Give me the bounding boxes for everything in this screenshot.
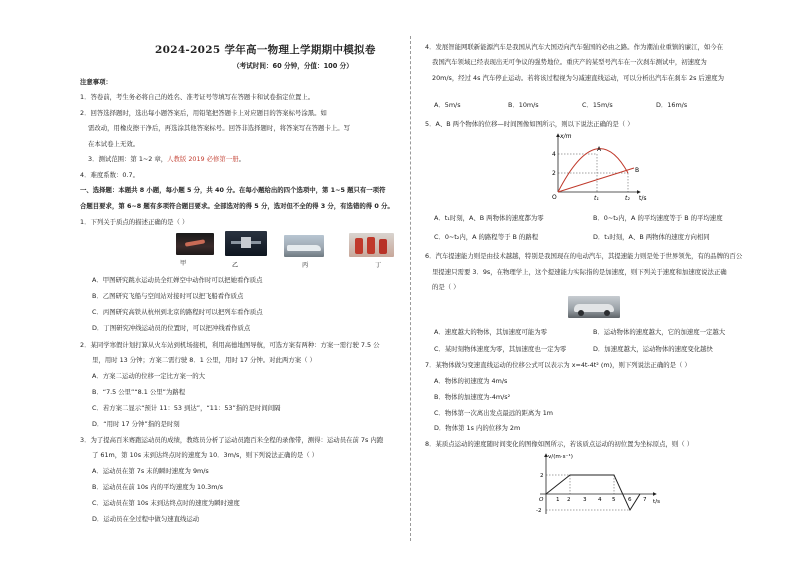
q5-curve-a bbox=[558, 149, 628, 192]
q8-tick-1: 1 bbox=[556, 497, 560, 503]
notice-line-4: 4．难度系数：0.7。 bbox=[80, 171, 139, 179]
q1-caption-1: 甲 bbox=[180, 260, 187, 267]
q8-tick-3: 3 bbox=[583, 497, 587, 503]
q8-velocity-time-graph bbox=[528, 448, 663, 518]
q3-option-d: D．运动员在全过程中做匀速直线运动 bbox=[92, 515, 200, 523]
notice-line-2b: 需改动，用橡皮擦干净后，再选涂其他答案标号。回答非选择题时，将答案写在答题卡上。写 bbox=[88, 124, 351, 132]
q8-tick-2: 2 bbox=[540, 473, 544, 479]
q5-position-time-graph bbox=[550, 130, 650, 202]
q1-option-b: B．乙图研究飞船与空间站对接时可以把飞船看作质点 bbox=[92, 292, 244, 300]
q4-option-b: B．10m/s bbox=[508, 101, 539, 109]
q8-x-label: t/s bbox=[653, 499, 660, 505]
diver-photo bbox=[176, 233, 214, 255]
q4-option-c: C．15m/s bbox=[582, 101, 613, 109]
q5-origin: O bbox=[552, 194, 557, 201]
q2-option-d: D．“用时 17 分钟”指的是时刻 bbox=[92, 420, 180, 428]
q8-tick-7: 7 bbox=[643, 497, 647, 503]
q5-option-c: C．0~t₂内，A 的路程等于 B 的路程 bbox=[434, 233, 539, 241]
q8-tick-4: 4 bbox=[598, 497, 602, 503]
q5-option-a: A．t₁时刻，A、B 两物体的速度都为零 bbox=[434, 214, 544, 222]
q3-line-2: 了 61m，第 10s 末到达终点时的速度为 10．3m/s，则下列说法正确的是（ ） bbox=[92, 451, 319, 459]
q3-option-a: A．运动员在第 7s 末的瞬时速度为 9m/s bbox=[92, 467, 209, 475]
q3-line-1: 3．为了提高百米赛跑运动员的成绩，教练员分析了运动员跑百米全程的录像带，测得：运动员在前 7s 内跑 bbox=[80, 436, 384, 444]
section1-line-2: 合题目要求，第 6~8 题有多项符合题目要求。全部选对的得 5 分，选对但不全的得 3 分，有选错的得 0 分。 bbox=[80, 202, 394, 210]
q5-option-d: D．t₁时刻，A、B 两物体的速度方向相同 bbox=[593, 233, 710, 241]
q2-option-b: B．“7.5 公里”“8.1 公里”为路程 bbox=[92, 388, 186, 396]
train-photo bbox=[284, 235, 324, 257]
sprinters-photo bbox=[349, 233, 394, 257]
q6-option-c: C．某时刻物体速度为零，其加速度也一定为零 bbox=[434, 345, 567, 353]
q2-line-2: 里，用时 13 分钟；方案二需行驶 8．1 公里，用时 17 分钟。对此两方案（ ） bbox=[92, 356, 316, 364]
q6-line-1: 6．汽车提速能力则是由技术越越，特别是我国现在的电动汽车，其提速能力则是处于世界领先，有的品牌的百公 bbox=[425, 252, 743, 260]
q2-line-1: 2．某同学寒假计划打算从火车站到机场接机，利用高德地图导航，可选方案有两种：方案一需行驶 7.5 公 bbox=[80, 341, 380, 349]
q6-option-b: B．运动物体的速度越大，它的加速度一定越大 bbox=[593, 328, 726, 336]
notice-line-3 bbox=[88, 155, 245, 163]
q1-stem: 1．下列关于质点的描述正确的是（ ） bbox=[80, 218, 189, 226]
q5-label-b: B bbox=[635, 167, 640, 174]
spacecraft-photo bbox=[225, 231, 267, 256]
scope-prefix: 3．测试范围：第 1~2 章， bbox=[88, 155, 168, 163]
q7-stem: 7．某物体做匀变速直线运动的位移公式可以表示为 x=4t-4t² (m)，则下列说法正确的是（ ） bbox=[425, 361, 691, 369]
q5-tick-t2: t₂ bbox=[625, 195, 630, 202]
scope-highlight: 人教版 2019 必修第一册 bbox=[167, 155, 239, 163]
notice-line-2c: 在本试卷上无效。 bbox=[88, 140, 140, 148]
q4-line-3: 20m/s，经过 4s 汽车停止运动。若将该过程视为匀减速直线运动，可以分析出汽车在刹车 2s 后速度为 bbox=[432, 74, 724, 82]
q7-option-c: C．物体第一次离出发点最远的距离为 1m bbox=[434, 409, 554, 417]
scope-suffix: 。 bbox=[238, 155, 245, 163]
q1-option-a: A．甲图研究跳水运动员全红婵空中动作时可以把她看作质点 bbox=[92, 276, 263, 284]
q8-velocity-line bbox=[546, 475, 640, 510]
electric-car-photo bbox=[568, 296, 620, 318]
q8-tick-6: 6 bbox=[628, 497, 632, 503]
q5-x-label: t/s bbox=[639, 195, 647, 202]
q8-tick-2s: 2 bbox=[567, 497, 571, 503]
notice-heading: 注意事项： bbox=[80, 78, 112, 86]
q1-caption-4: 丁 bbox=[375, 262, 382, 269]
q2-option-c: C．若方案二显示“预计 11：53 到达”，“11：53”指的是时间间隔 bbox=[92, 404, 281, 412]
q7-option-a: A．物体的初速度为 4m/s bbox=[434, 377, 508, 385]
q6-line-3: 的是（ ） bbox=[432, 283, 460, 291]
q8-origin: O bbox=[539, 497, 544, 503]
q4-option-d: D．16m/s bbox=[656, 101, 688, 109]
q4-line-1: 4．发展智能网联新能源汽车是我国从汽车大国迈向汽车强国的必由之路。作为潮汕业重镇的廉江，如今在 bbox=[425, 43, 724, 51]
q5-tick-2: 2 bbox=[552, 170, 556, 177]
notice-line-2a: 2．回答选择题时，选出每小题答案后，用铅笔把答题卡上对应题目的答案标号涂黑。如 bbox=[80, 109, 327, 117]
q5-y-label: x/m bbox=[560, 133, 572, 140]
q1-caption-3: 丙 bbox=[302, 262, 309, 269]
q8-y-label: v/(m·s⁻¹) bbox=[548, 454, 573, 460]
q1-option-c: C．丙图研究高铁从杭州到北京的路程时可以把列车看作质点 bbox=[92, 308, 263, 316]
notice-line-1: 1．答卷前，考生务必将自己的姓名、准考证号等填写在答题卡和试卷指定位置上。 bbox=[80, 93, 315, 101]
q3-option-b: B．运动员在前 10s 内的平均速度为 10.3m/s bbox=[92, 483, 223, 491]
section1-line-1: 一、选择题：本题共 8 小题，每小题 5 分，共 40 分。在每小题给出的四个选项中，第 1~5 题只有一项符 bbox=[80, 186, 386, 194]
q8-tick-neg2: -2 bbox=[536, 508, 542, 514]
q5-option-b: B．0~t₂内，A 的平均速度等于 B 的平均速度 bbox=[593, 214, 723, 222]
q8-tick-5: 5 bbox=[612, 497, 616, 503]
q6-line-2: 里提速只需要 3．9s，在物理学上，这个提速能力实际指的是加速度，则下列关于速度和加速度说法正确 bbox=[432, 268, 727, 276]
q5-stem: 5．A、B 两个物体的位移—时间图像如图所示，则以下说法正确的是（ ） bbox=[425, 120, 634, 128]
right-column bbox=[420, 0, 765, 562]
q4-option-a: A．5m/s bbox=[434, 101, 461, 109]
exam-title: 2024-2025 学年高一物理上学期期中模拟卷 bbox=[155, 44, 376, 56]
left-column bbox=[60, 0, 405, 562]
q5-tick-t1: t₁ bbox=[594, 195, 599, 202]
q7-option-d: D．物体第 1s 内的位移为 2m bbox=[434, 424, 521, 432]
q3-option-c: C．运动员在第 10s 末到达终点时的速度为瞬时速度 bbox=[92, 499, 240, 507]
q5-tick-4: 4 bbox=[552, 151, 556, 158]
column-divider bbox=[410, 36, 411, 541]
q6-option-a: A．速度越大的物体，其加速度可能为零 bbox=[434, 328, 548, 336]
q7-option-b: B．物体的加速度为-4m/s² bbox=[434, 393, 511, 401]
q2-option-a: A．方案二运动的位移一定比方案一的大 bbox=[92, 372, 206, 380]
q1-option-d: D．丁图研究冲线运动员的位置时，可以把冲线看作质点 bbox=[92, 324, 251, 332]
exam-subtitle: （考试时间：60 分钟，分值：100 分） bbox=[233, 62, 353, 70]
q4-line-2: 我国汽车领域已经表现出无可争议的强势地位。重庆产的某型号汽车在一次刹车测试中，初速度为 bbox=[432, 58, 707, 66]
q1-caption-2: 乙 bbox=[232, 262, 239, 269]
q5-label-a: A bbox=[597, 146, 602, 153]
q6-option-d: D．加速度越大，运动物体的速度变化越快 bbox=[593, 345, 713, 353]
q8-stem: 8．某质点运动的速度随时间变化的图像如图所示，若该质点运动的初位置为坐标原点，则（ ） bbox=[425, 440, 694, 448]
